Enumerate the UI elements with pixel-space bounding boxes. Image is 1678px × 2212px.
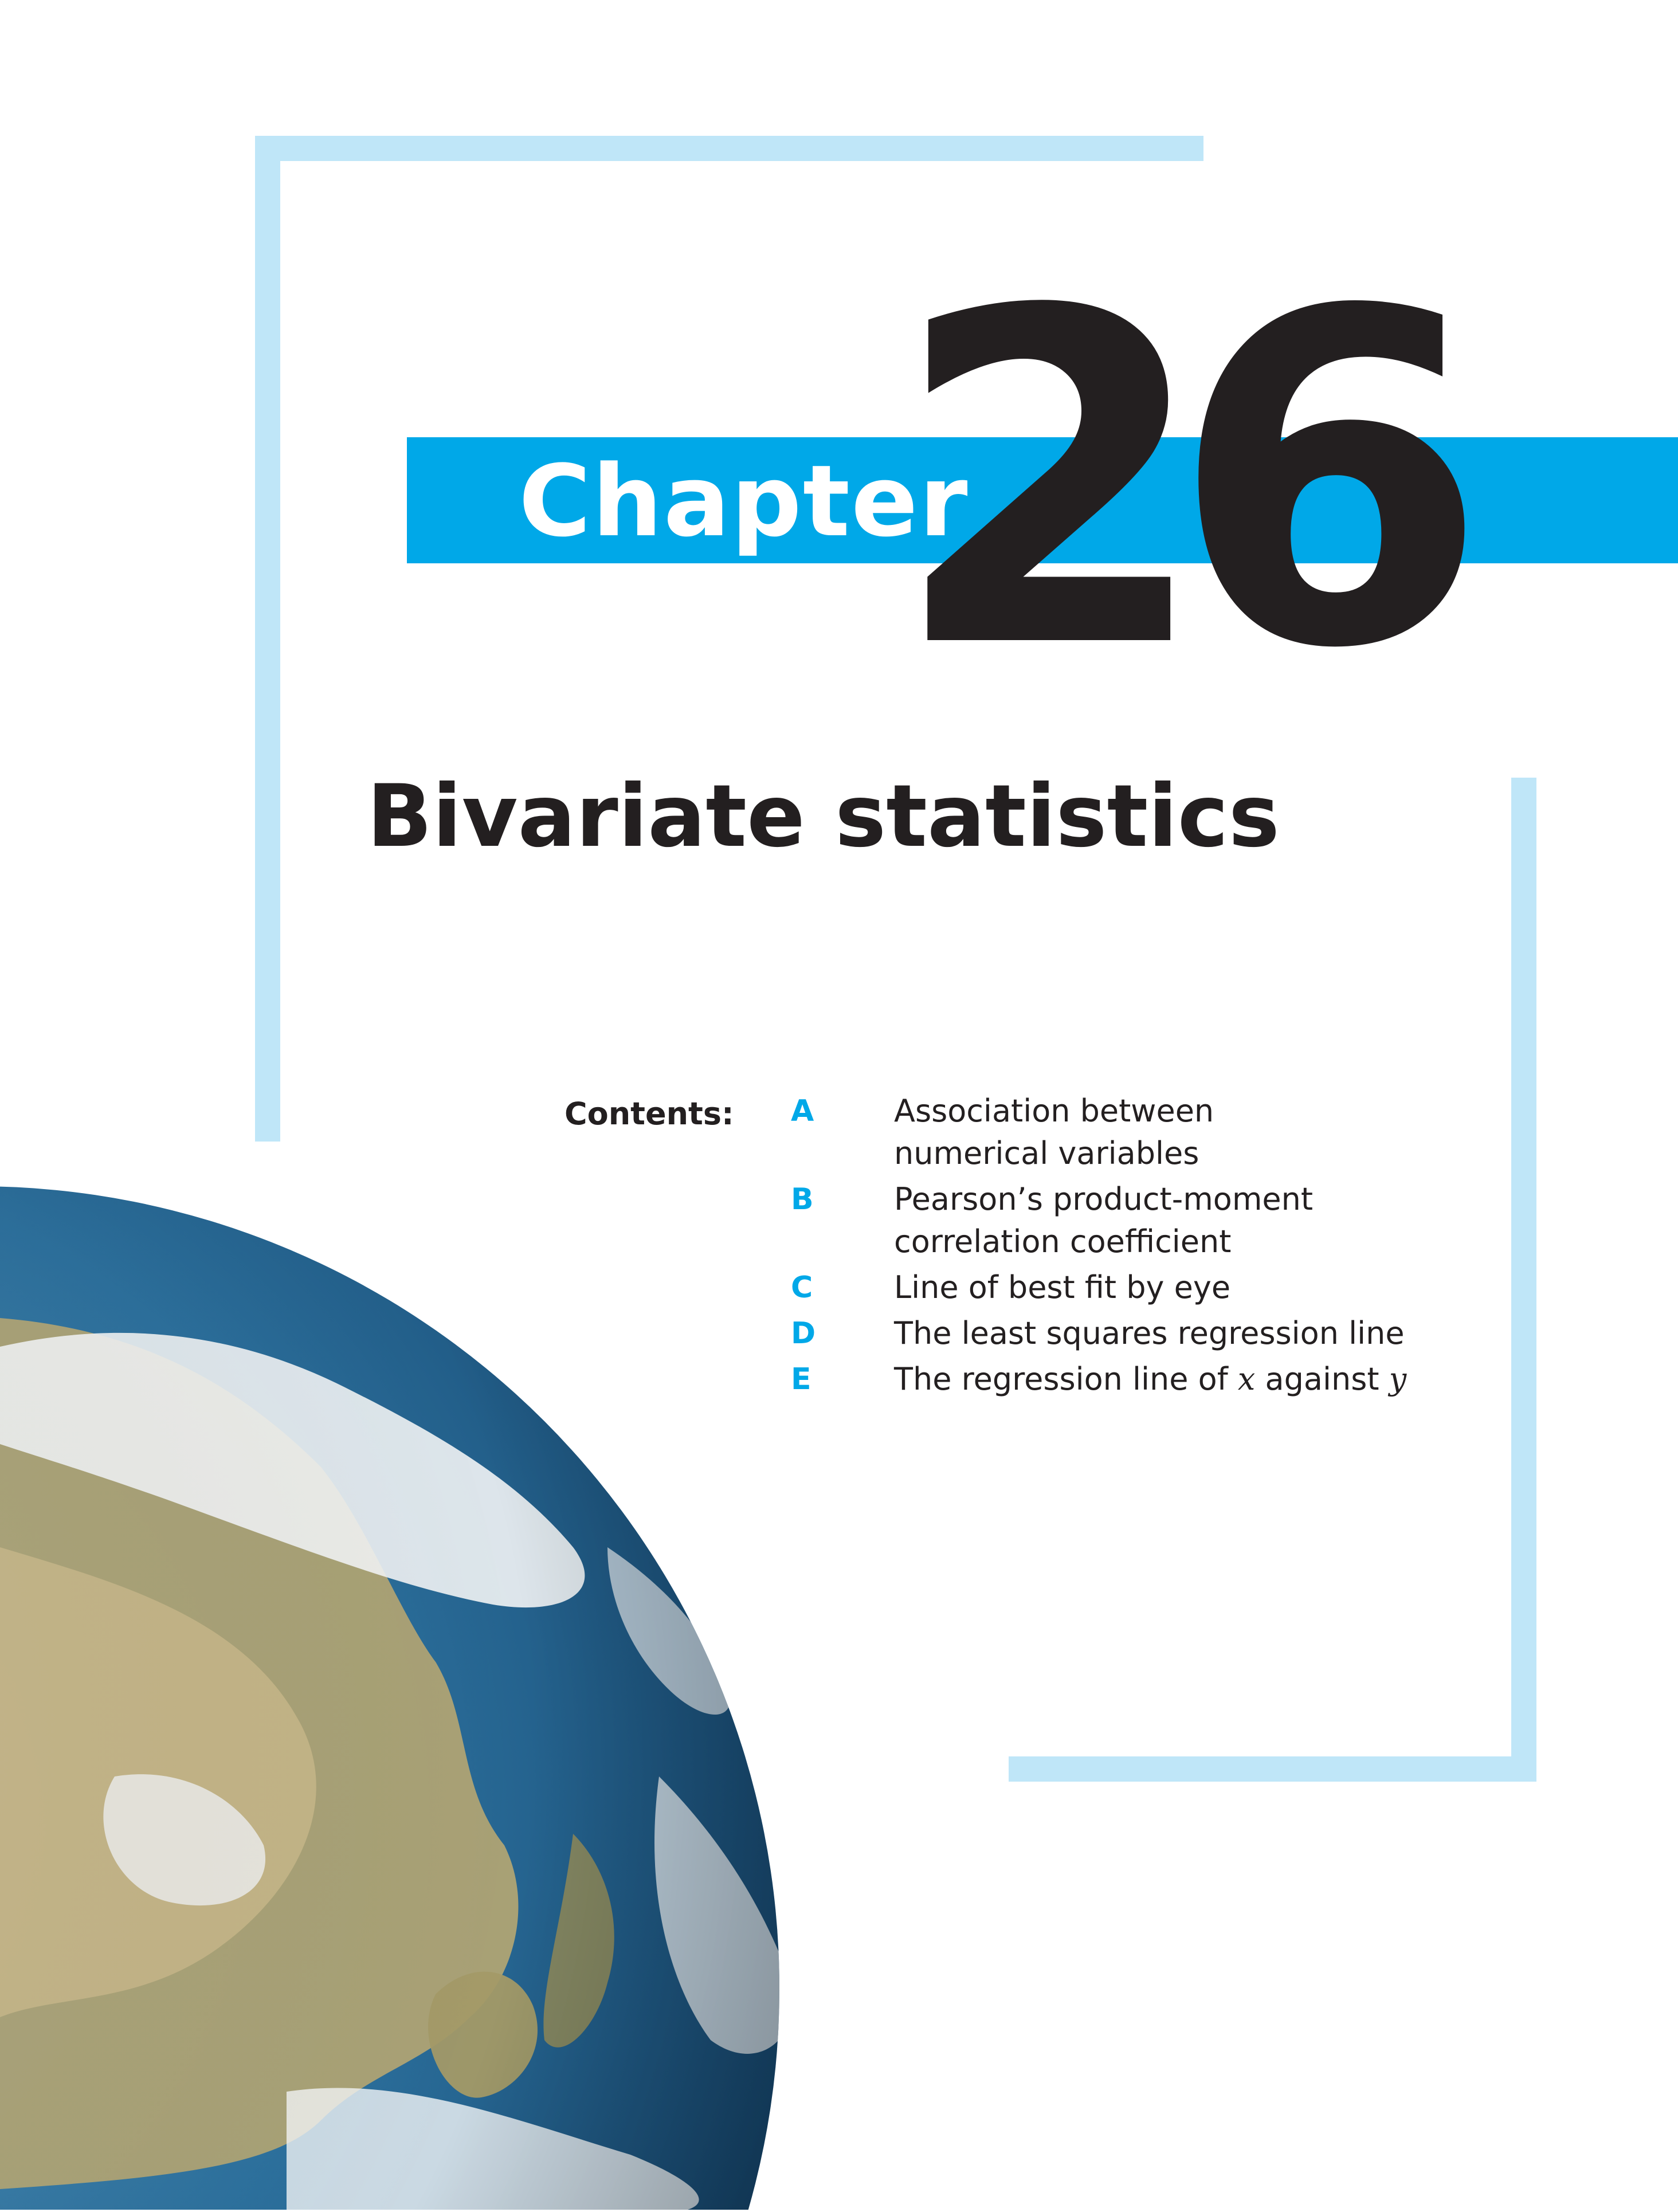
item-text-line: Association between [894,1093,1214,1129]
contents-item-c [791,1266,1501,1309]
item-letter: A [791,1094,814,1128]
item-letter: B [791,1182,814,1217]
contents-item-a [791,1090,1501,1175]
item-letter: D [791,1316,816,1351]
item-letter: E [791,1362,811,1397]
item-text-line: correlation coefficient [894,1223,1232,1260]
chapter-word: Chapter [519,444,969,559]
earth-image [0,1146,831,2210]
item-text [894,1358,1406,1401]
item-text [894,1266,1230,1309]
item-text-part: against [1255,1361,1389,1397]
contents-list [791,1090,1501,1404]
item-text-line: Pearson’s product-moment [894,1181,1314,1217]
frame-bottom-bar [1009,1756,1536,1782]
item-text [894,1090,1214,1175]
chapter-number: 26 [891,214,1449,748]
contents-item-b [791,1178,1501,1263]
item-text-line: numerical variables [894,1135,1199,1171]
contents-item-d [791,1312,1501,1355]
chapter-title: Bivariate statistics [367,767,1280,866]
math-variable-x: x [1237,1361,1256,1397]
item-text [894,1178,1313,1263]
contents-item-e [791,1358,1501,1401]
item-letter: C [791,1270,813,1305]
frame-left-bar [255,136,280,1142]
frame-top-bar [255,136,1203,161]
item-text-line: The least squares regression line [894,1315,1405,1351]
item-text [894,1312,1405,1355]
math-variable-y: y [1389,1361,1407,1397]
globe-illustration [0,1146,831,2210]
item-text-part: The regression line of [894,1361,1238,1397]
contents-label: Contents: [564,1096,734,1132]
frame-right-bar [1511,778,1536,1782]
item-text-line: Line of best fit by eye [894,1269,1231,1305]
